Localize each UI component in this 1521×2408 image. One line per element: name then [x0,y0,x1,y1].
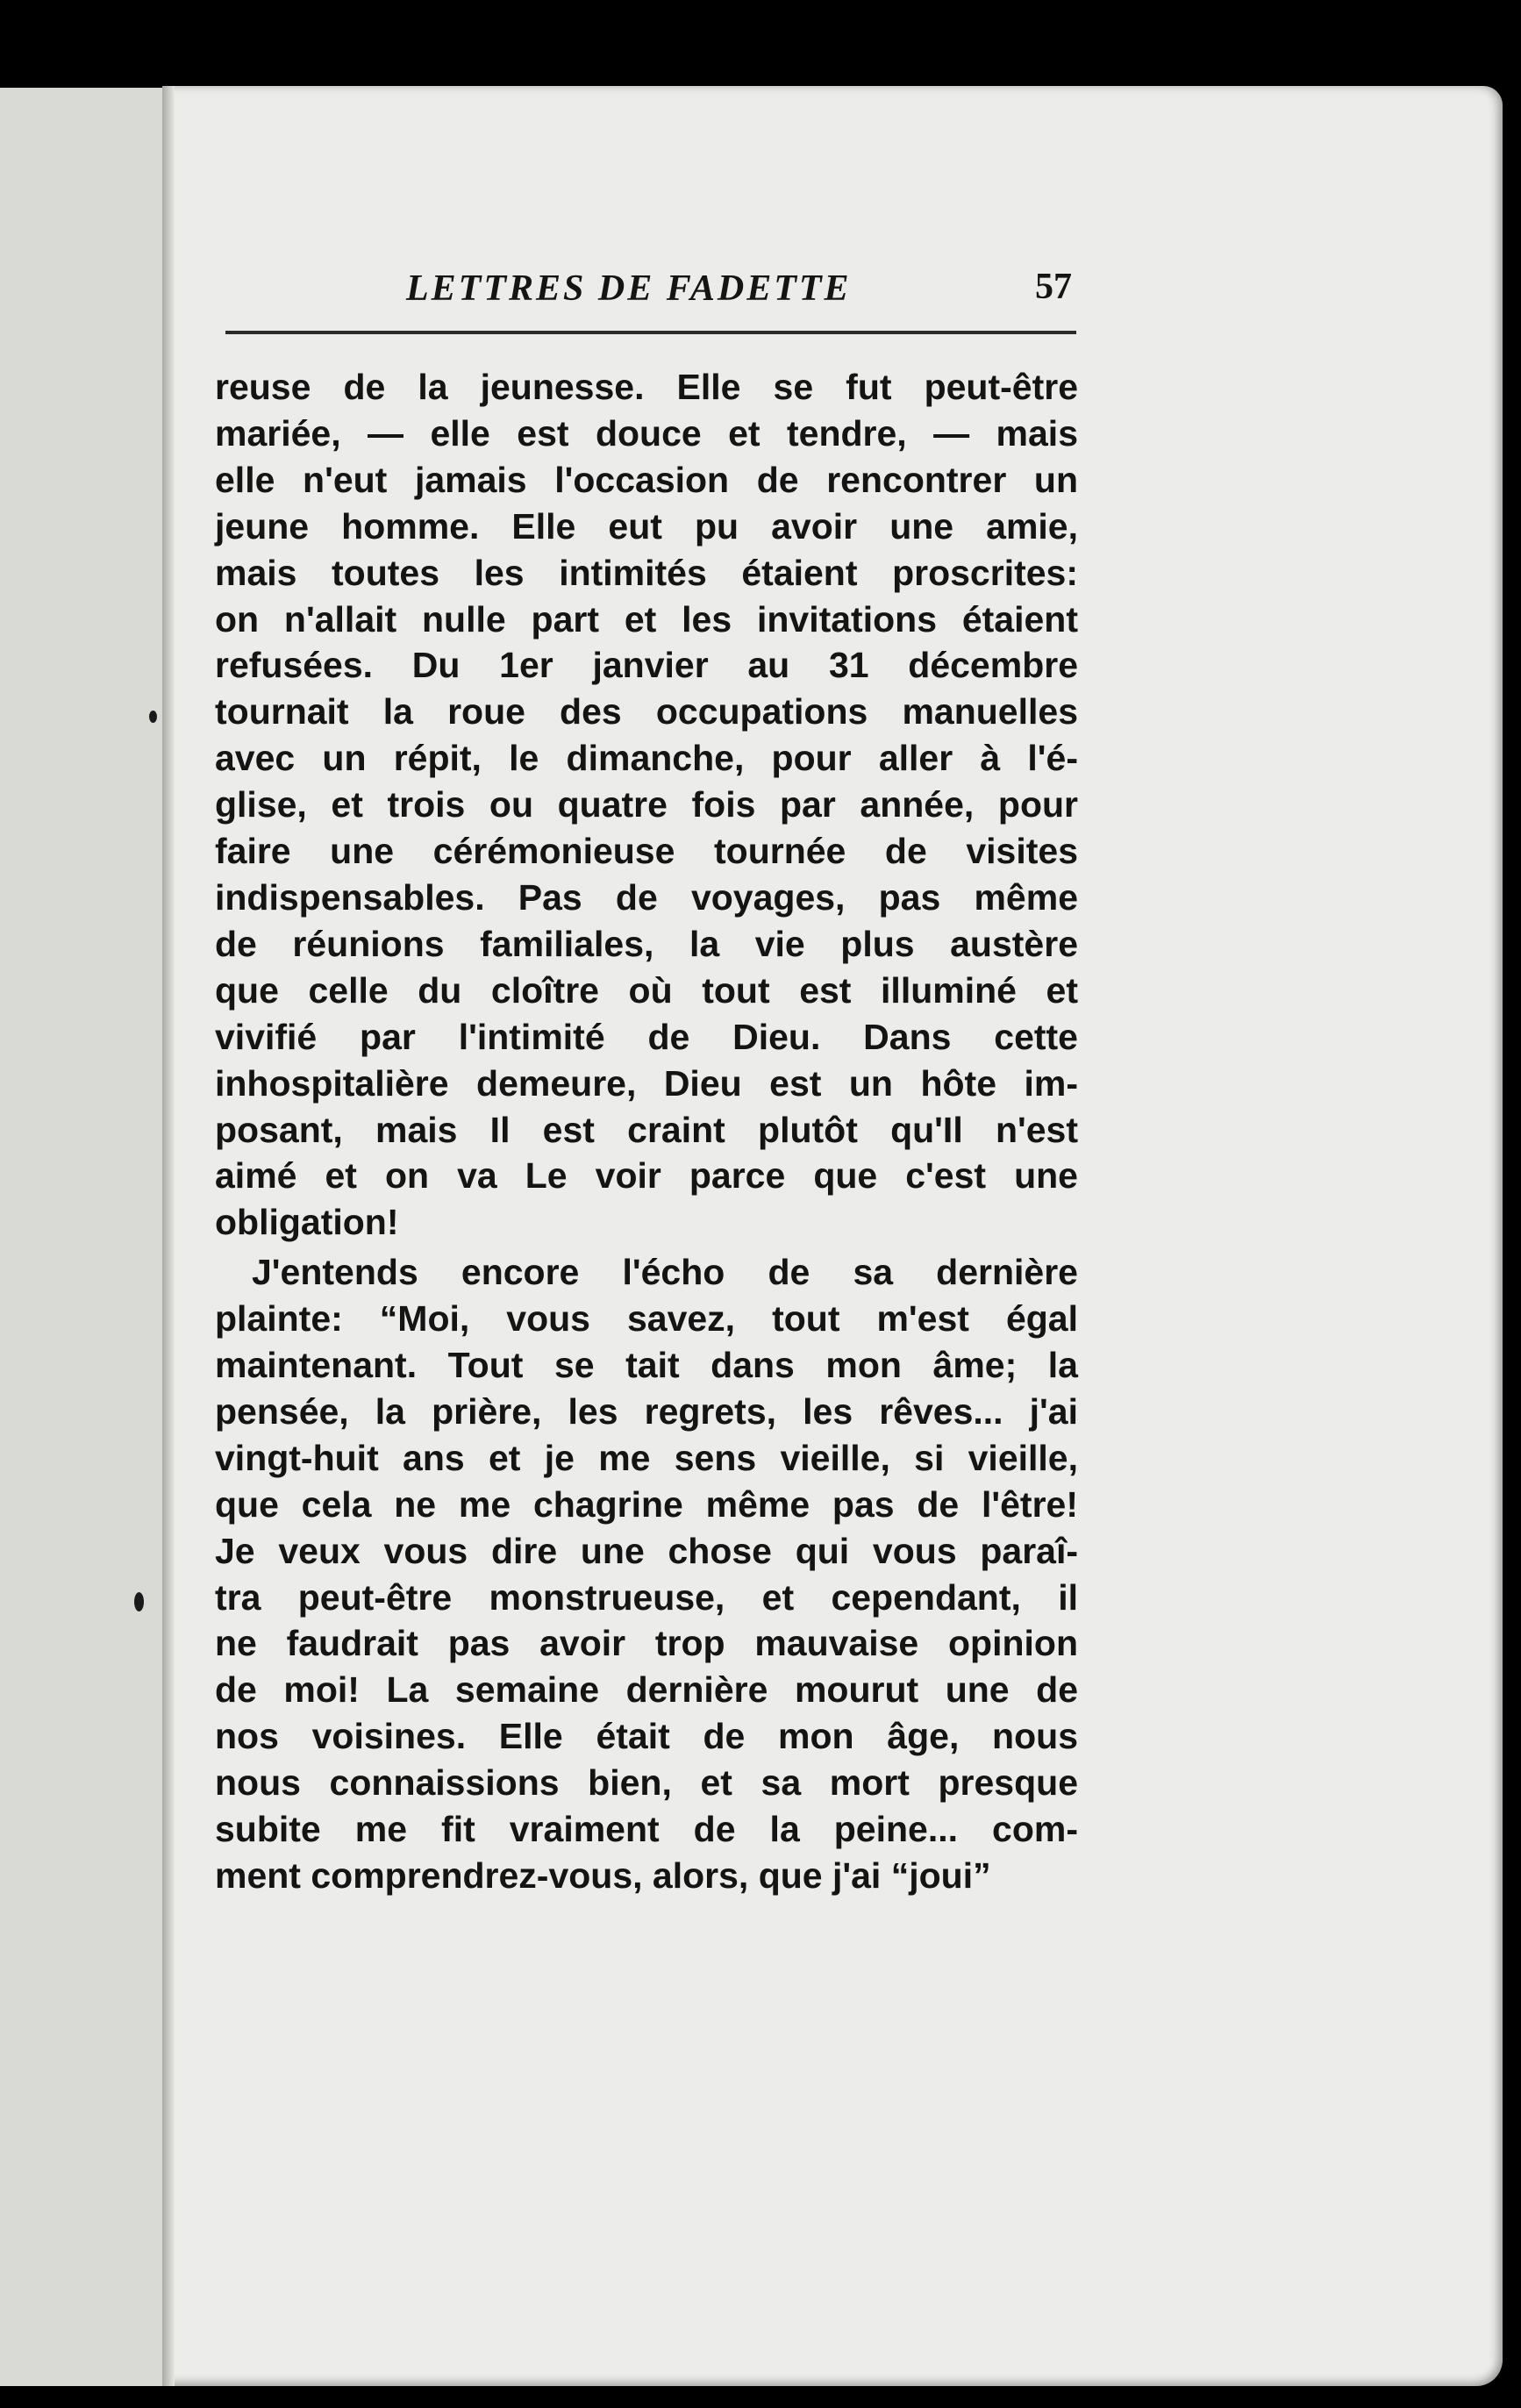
text-line: on n'allait nulle part et les invitations étaient [215,598,1078,640]
text-line: ne faudrait pas avoir trop mauvaise opinion [215,1623,1078,1664]
text-line: avec un répit, le dimanche, pour aller à l'é- [215,738,1078,779]
text-line: tournait la roue des occupations manuelles [215,691,1078,732]
body-text [215,364,1078,1899]
previous-page-edge [0,88,169,2386]
text-line: elle n'eut jamais l'occasion de rencontrer un [215,459,1078,500]
paragraph [215,364,1078,1246]
text-line: mariée, — elle est douce et tendre, — mais [215,412,1078,454]
text-line: vingt-huit ans et je me sens vieille, si vieille, [215,1437,1078,1478]
text-line: nos voisines. Elle était de mon âge, nous [215,1716,1078,1757]
text-line: nous connaissions bien, et sa mort presque [215,1762,1078,1804]
text-line: vivifié par l'intimité de Dieu. Dans cette [215,1016,1078,1057]
text-line: inhospitalière demeure, Dieu est un hôte im- [215,1062,1078,1104]
text-line: Je veux vous dire une chose qui vous paraî- [215,1530,1078,1571]
text-line: plainte: “Moi, vous savez, tout m'est égal [215,1298,1078,1340]
text-line: subite me fit vraiment de la peine... com- [215,1809,1078,1850]
header-rule [225,331,1076,334]
text-line: J'entends encore l'écho de sa dernière [252,1252,1078,1293]
text-line: mais toutes les intimités étaient proscrites: [215,552,1078,593]
margin-mark-lower [134,1592,144,1611]
text-line: ment comprendrez-vous, alors, que j'ai “joui” [215,1855,991,1896]
text-line: que celle du cloître où tout est illuminé et [215,969,1078,1011]
margin-mark-upper [149,711,157,723]
text-line: de moi! La semaine dernière mourut une de [215,1669,1078,1711]
text-line: reuse de la jeunesse. Elle se fut peut-être [215,367,1078,407]
text-line: jeune homme. Elle eut pu avoir une amie, [215,505,1078,547]
text-line: faire une cérémonieuse tournée de visites [215,831,1078,872]
text-line: posant, mais Il est craint plutôt qu'Il n'est [215,1109,1078,1150]
text-line: tra peut-être monstrueuse, et cependant, il [215,1576,1078,1618]
page-spine-shadow [162,86,175,2386]
text-line: que cela ne me chagrine même pas de l'être! [215,1483,1078,1525]
text-line: aimé et on va Le voir parce que c'est une [215,1155,1078,1197]
text-line: glise, et trois ou quatre fois par année, pour [215,784,1078,825]
text-line: maintenant. Tout se tait dans mon âme; la [215,1345,1078,1386]
text-line: refusées. Du 1er janvier au 31 décembre [215,645,1078,686]
page-number: 57 [1035,267,1072,307]
paragraph [215,1249,1078,1899]
running-title: LETTRES DE FADETTE [406,268,852,309]
text-line: obligation! [215,1202,399,1243]
text-line: indispensables. Pas de voyages, pas même [215,876,1078,918]
text-line: pensée, la prière, les regrets, les rêves... j'ai [215,1390,1078,1432]
text-line: de réunions familiales, la vie plus austère [215,923,1078,964]
